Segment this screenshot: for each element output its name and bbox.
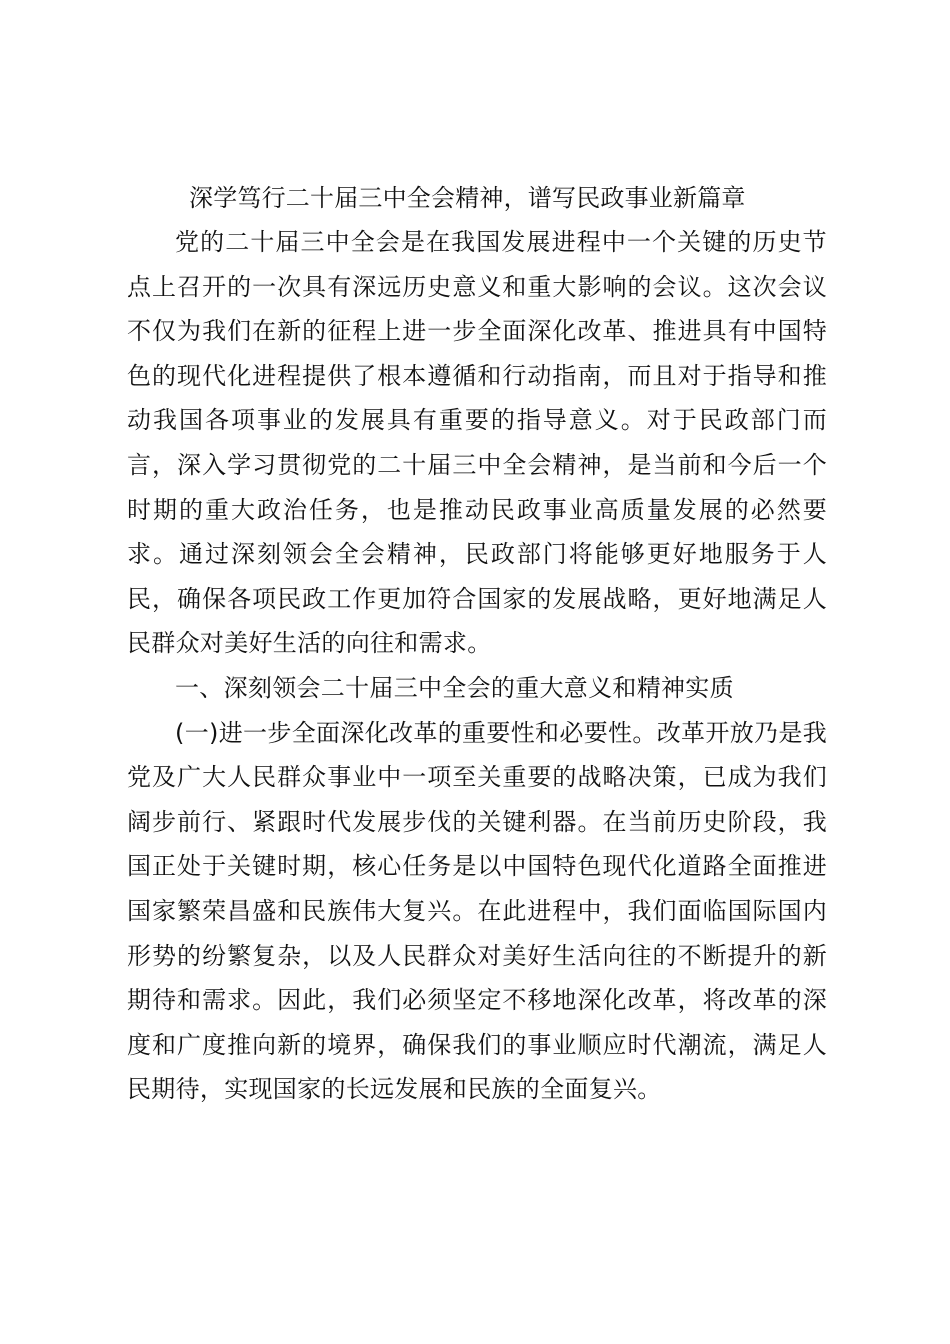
intro-paragraph: 党的二十届三中全会是在我国发展进程中一个关键的历史节点上召开的一次具有深远历史意义和重大影响的会议。这次会议不仅为我们在新的征程上进一步全面深化改革、推进具有中国特色的现代化进程提供了根本遵循和行动指南，而且对于指导和推动我国各项事业的发展具有重要的指导意义。对于民政部门而言，深入学习贯彻党的二十届三中全会精神，是当前和今后一个时期的重大政治任务，也是推动民政事业高质量发展的必然要求。通过深刻领会全会精神，民政部门将能够更好地服务于人民，确保各项民政工作更加符合国家的发展战略，更好地满足人民群众对美好生活的向往和需求。 (127, 228, 827, 658)
section-1-paragraph-1: (一)进一步全面深化改革的重要性和必要性。改革开放乃是我党及广大人民群众事业中一项至关重要的战略决策，已成为我们阔步前行、紧跟时代发展步伐的关键利器。在当前历史阶段，我国正处于关键时期，核心任务是以中国特色现代化道路全面推进国家繁荣昌盛和民族伟大复兴。在此进程中，我们面临国际国内形势的纷繁复杂，以及人民群众对美好生活向往的不断提升的新期待和需求。因此，我们必须坚定不移地深化改革，将改革的深度和广度推向新的境界，确保我们的事业顺应时代潮流，满足人民期待，实现国家的长远发展和民族的全面复兴。 (127, 718, 827, 1104)
document-body (127, 176, 827, 1112)
document-title: 深学笃行二十届三中全会精神，谱写民政事业新篇章 (189, 184, 746, 212)
section-1-heading: 一、深刻领会二十届三中全会的重大意义和精神实质 (175, 673, 734, 702)
